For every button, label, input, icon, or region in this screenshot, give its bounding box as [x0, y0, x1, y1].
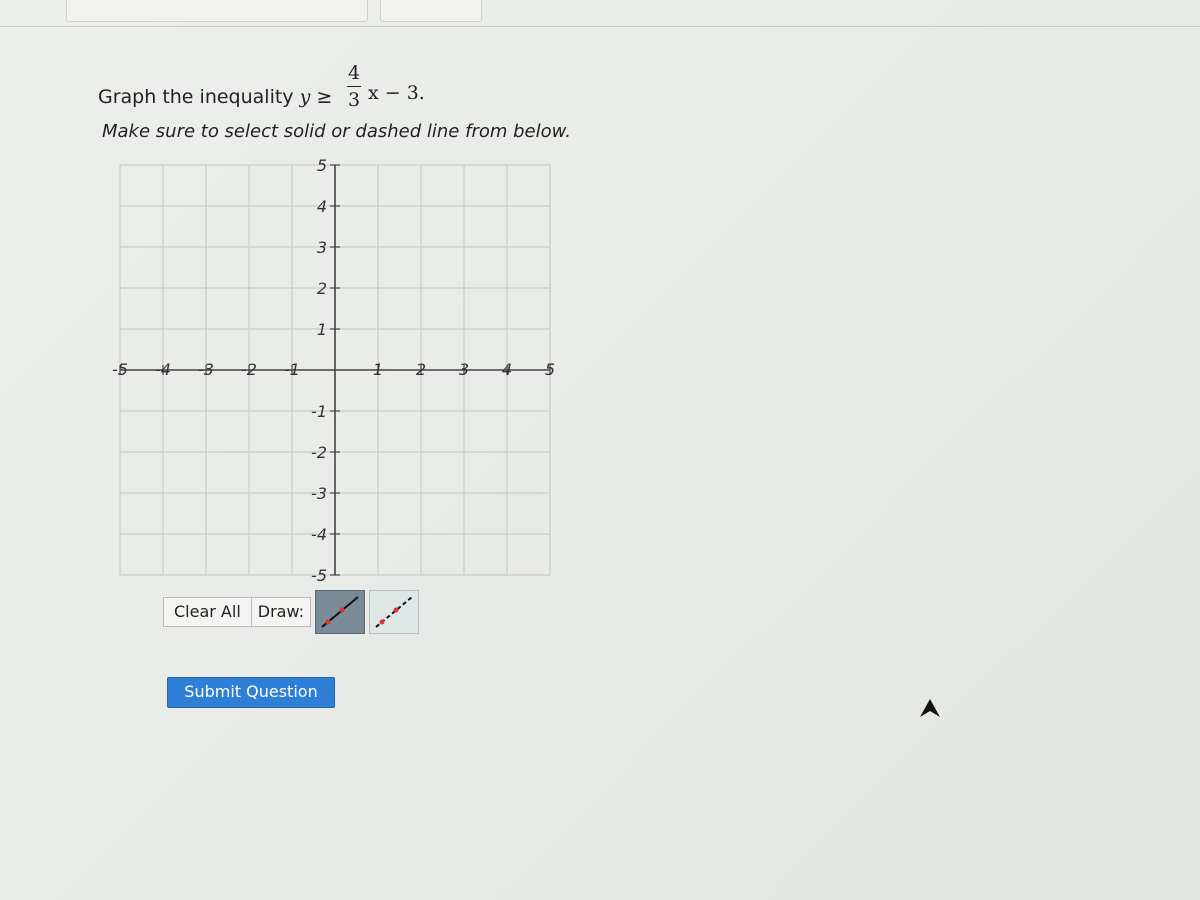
y-tick-label: -5	[311, 566, 327, 585]
submit-question-button[interactable]: Submit Question	[167, 677, 335, 708]
question-header	[0, 0, 1200, 27]
y-tick-label: -1	[311, 402, 327, 421]
fraction-denominator: 3	[347, 89, 361, 111]
mouse-cursor-icon	[918, 697, 942, 719]
question-tab-secondary[interactable]	[380, 0, 482, 22]
dashed-line-tool[interactable]	[369, 590, 419, 634]
x-tick-label: -2	[241, 360, 257, 379]
prompt-relation: ≥	[316, 86, 333, 108]
draw-label: Draw:	[251, 597, 311, 627]
fraction-numerator: 4	[347, 62, 361, 84]
prompt-text	[98, 86, 332, 108]
prompt-suffix: x − 3.	[368, 82, 425, 104]
draw-controls	[163, 596, 419, 628]
y-tick-label: -4	[311, 525, 327, 544]
y-tick-label: 4	[316, 197, 327, 216]
x-tick-label: 2	[415, 360, 427, 379]
solid-line-tool[interactable]	[315, 590, 365, 634]
x-tick-label: 1	[372, 360, 384, 379]
x-tick-label: -4	[155, 360, 171, 379]
coordinate-grid[interactable]	[100, 150, 570, 590]
x-tick-label: 4	[501, 360, 513, 379]
y-tick-label: 3	[316, 238, 327, 257]
x-tick-label: 5	[544, 360, 556, 379]
y-tick-label: 5	[316, 156, 327, 175]
x-tick-label: -3	[198, 360, 214, 379]
prompt-prefix: Graph the inequality	[98, 86, 294, 108]
dashed-line-icon	[370, 591, 418, 633]
question-tab[interactable]	[66, 0, 368, 22]
y-tick-label: 1	[316, 320, 327, 339]
y-tick-label: -3	[311, 484, 327, 503]
instruction-text: Make sure to select solid or dashed line from below.	[102, 121, 571, 142]
solid-line-icon	[316, 591, 364, 633]
clear-all-button[interactable]: Clear All	[163, 597, 251, 627]
y-tick-label: 2	[316, 279, 327, 298]
y-tick-label: -2	[311, 443, 327, 462]
x-tick-label: -5	[112, 360, 128, 379]
x-tick-label: -1	[284, 360, 300, 379]
prompt-fraction	[344, 62, 364, 111]
x-tick-label: 3	[458, 360, 470, 379]
prompt-variable: y	[299, 86, 311, 108]
